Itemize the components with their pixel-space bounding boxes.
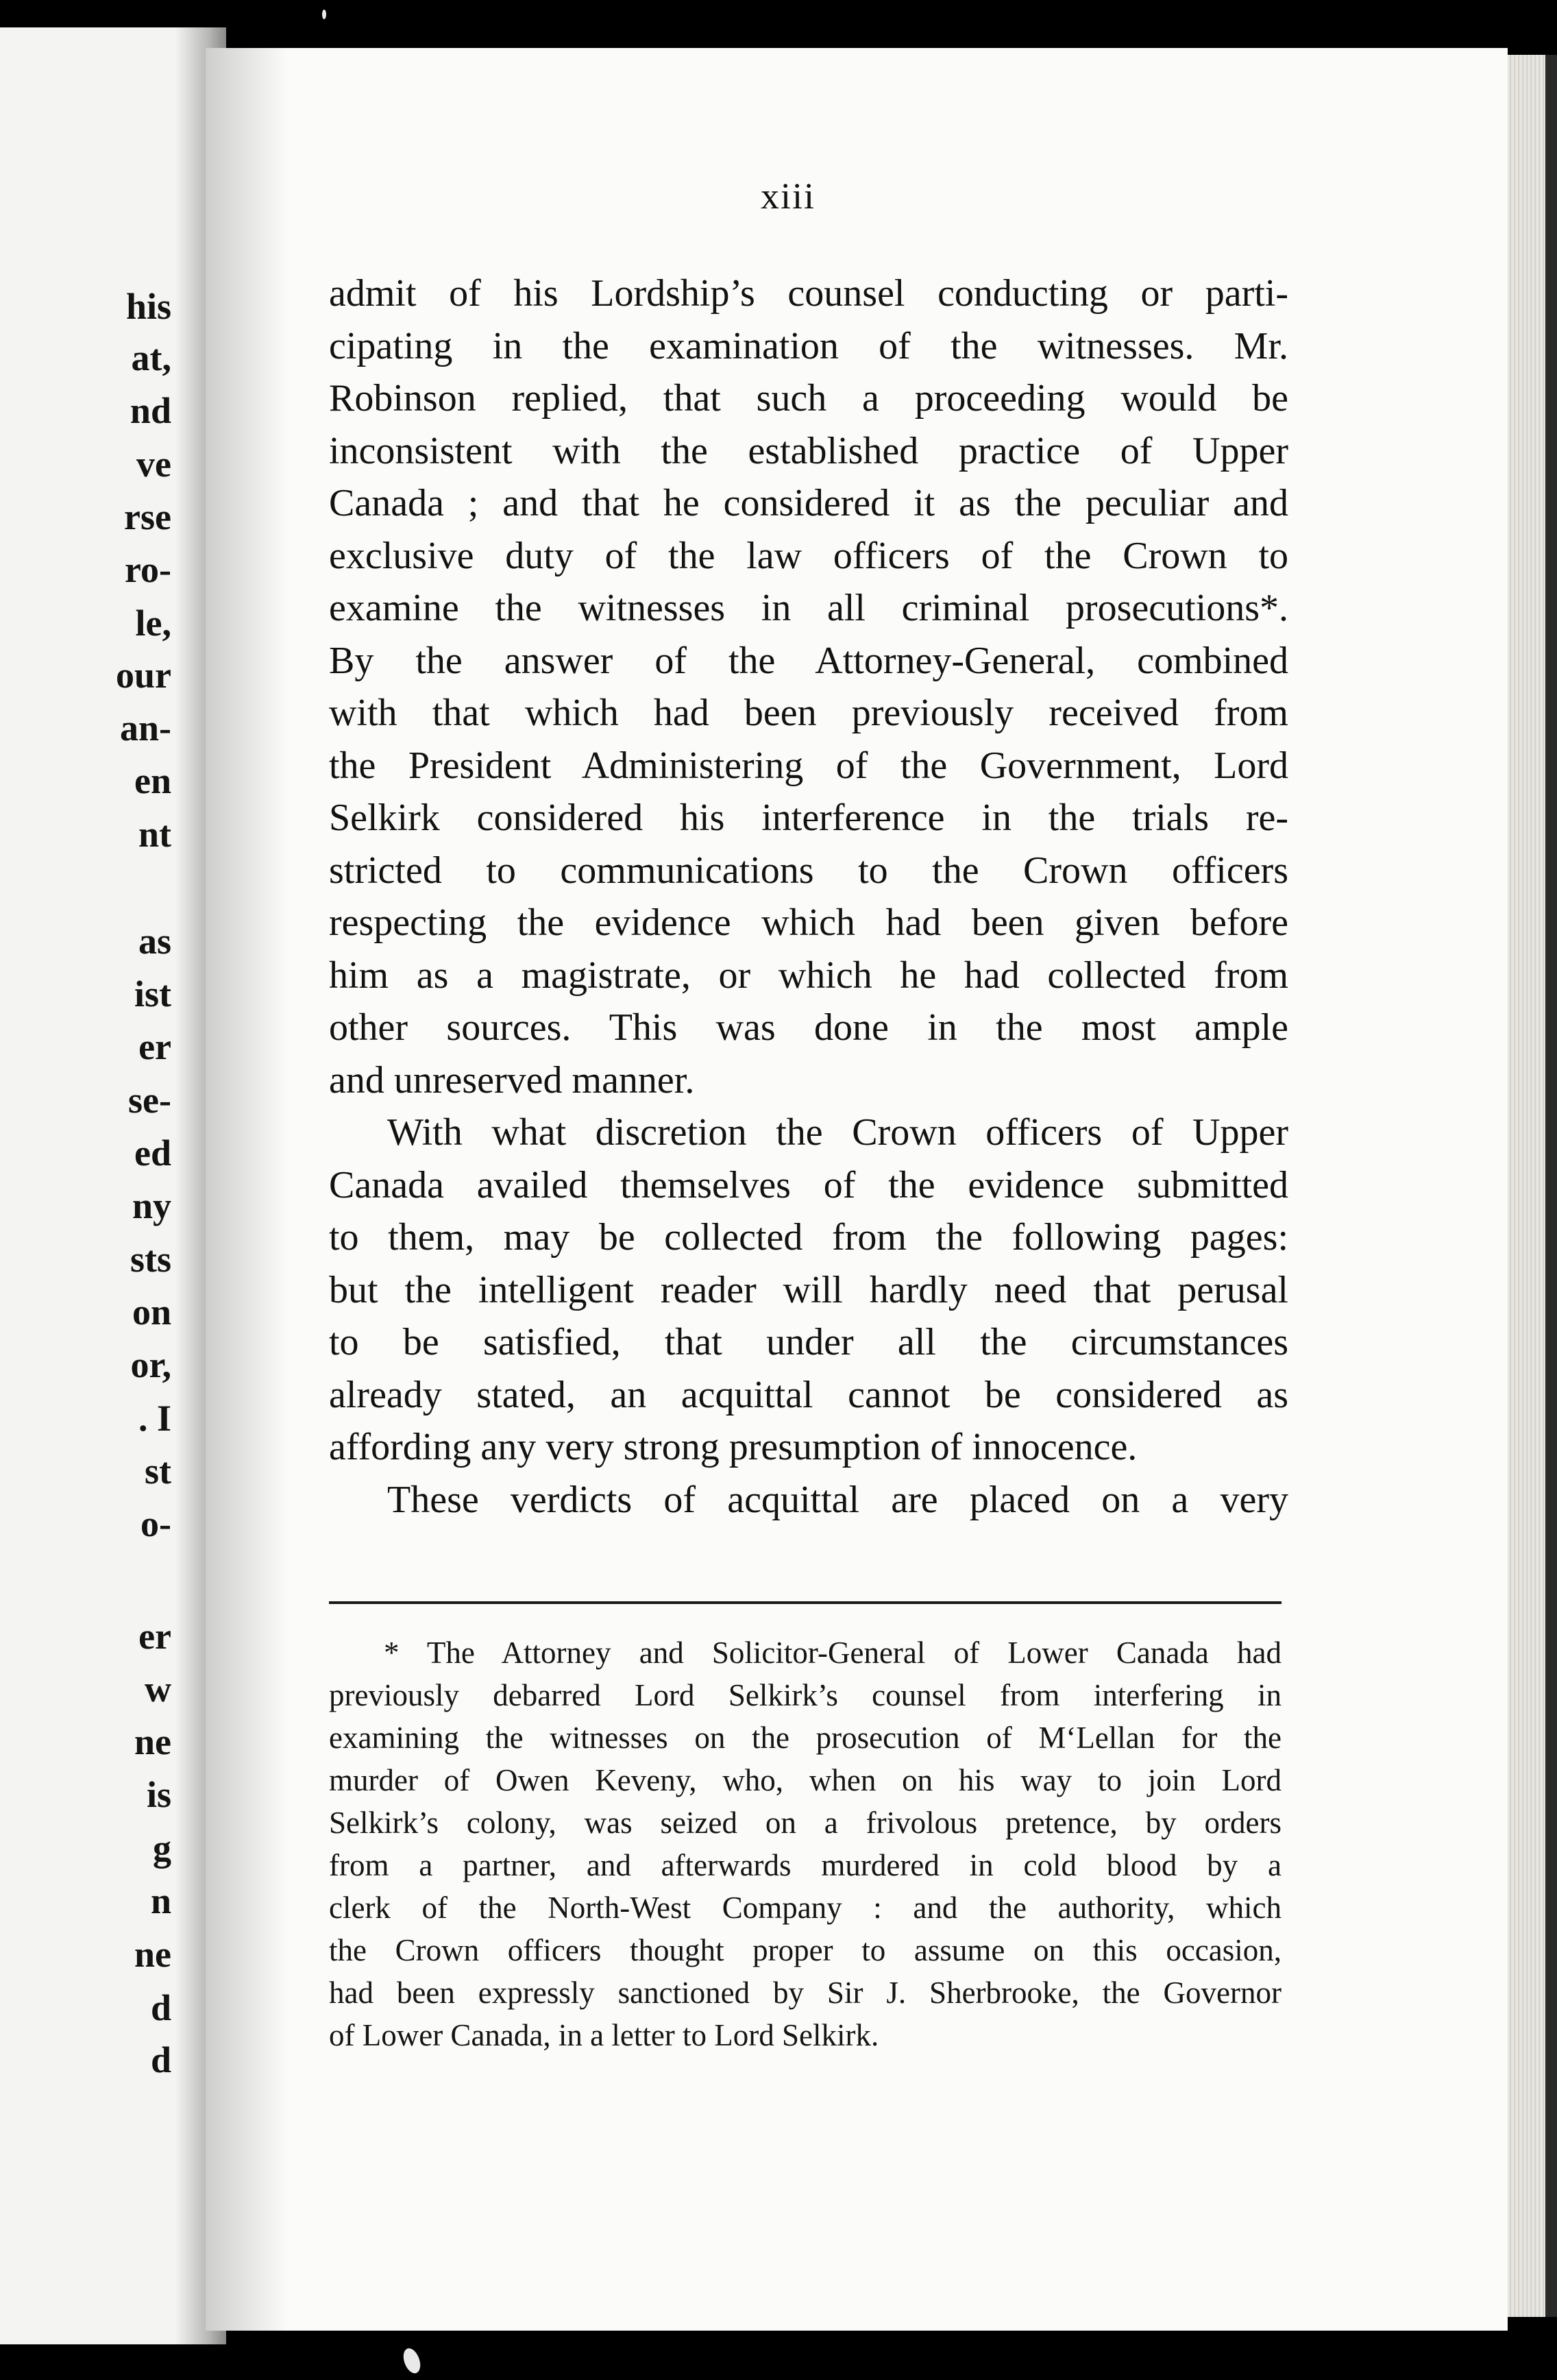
left-line-fragment: ro- [125, 549, 171, 590]
left-line-fragment: d [150, 2039, 171, 2080]
left-line-fragment: ne [134, 1934, 171, 1975]
body-line: Robinson replied, that such a proceeding would be [329, 377, 1288, 420]
body-line: respecting the evidence which had been given before [329, 901, 1288, 944]
left-line-fragment: le, [135, 603, 171, 644]
body-line: With what discretion the Crown officers of Upper [387, 1111, 1288, 1154]
binding-edge [1545, 55, 1557, 2317]
page-curve-shadow [206, 48, 288, 2331]
left-line-fragment: as [138, 921, 171, 962]
footnote-rule [329, 1601, 1282, 1604]
left-line-fragment: at, [131, 337, 171, 378]
footnote-line: from a partner, and afterwards murdered in cold blood by a [329, 1848, 1282, 1882]
body-line: the President Administering of the Government, Lord [329, 744, 1288, 787]
footnote [329, 1631, 1282, 2056]
body-line: and unreserved manner. [329, 1058, 695, 1102]
footnote-line: murder of Owen Keveny, who, when on his way to join Lord [329, 1763, 1282, 1797]
left-line-fragment: ist [134, 973, 171, 1015]
body-line: with that which had been previously received from [329, 692, 1288, 734]
body-line: stricted to communications to the Crown officers [329, 849, 1288, 892]
body-line: inconsistent with the established practice of Upper [329, 429, 1288, 472]
left-line-fragment: ny [132, 1185, 171, 1226]
left-line-fragment: . I [138, 1398, 171, 1439]
footnote-line: of Lower Canada, in a letter to Lord Selkirk. [329, 2018, 879, 2052]
scan-speck [322, 10, 326, 19]
left-line-fragment: w [145, 1668, 171, 1710]
left-line-fragment: st [145, 1450, 171, 1492]
left-line-fragment: o- [140, 1503, 171, 1544]
footnote-line: previously debarred Lord Selkirk’s counsel from interfering in [329, 1678, 1282, 1712]
left-line-fragment: sts [130, 1239, 171, 1280]
body-line: already stated, an acquittal cannot be considered as [329, 1373, 1288, 1416]
left-line-fragment: his [125, 286, 171, 327]
body-line: examine the witnesses in all criminal prosecutions*. [329, 587, 1288, 629]
left-line-fragment: er [138, 1616, 171, 1657]
left-line-fragment: d [150, 1987, 171, 2028]
body-text [329, 267, 1288, 1526]
footnote-line: Selkirk’s colony, was seized on a frivolous pretence, by orders [329, 1806, 1282, 1840]
footnote-line: * The Attorney and Solicitor-General of Lower Canada had [384, 1636, 1282, 1670]
footnote-line: examining the witnesses on the prosecution of M‘Lellan for the [329, 1721, 1282, 1755]
body-line: other sources. This was done in the most ample [329, 1006, 1288, 1049]
body-line: to be satisfied, that under all the circumstances [329, 1321, 1288, 1363]
left-line-fragment: ed [134, 1132, 171, 1174]
footnote-line: had been expressly sanctioned by Sir J. Sherbrooke, the Governor [329, 1976, 1282, 2010]
footnote-line: the Crown officers thought proper to assume on this occasion, [329, 1933, 1282, 1967]
left-line-fragment: ne [134, 1721, 171, 1762]
body-line: Canada availed themselves of the evidence submitted [329, 1163, 1288, 1206]
body-line: to them, may be collected from the following pages: [329, 1216, 1288, 1259]
body-line: By the answer of the Attorney-General, combined [329, 639, 1288, 682]
left-line-fragment: n [150, 1880, 171, 1921]
left-line-fragment: en [134, 760, 171, 801]
left-line-fragment: is [146, 1774, 171, 1815]
left-line-fragment: or, [130, 1344, 171, 1385]
left-line-fragment: on [132, 1291, 171, 1333]
left-line-fragment: an- [119, 707, 171, 749]
left-line-fragment: rse [124, 496, 171, 537]
body-line: These verdicts of acquittal are placed on a very [387, 1478, 1288, 1521]
left-line-fragment: er [138, 1026, 171, 1067]
body-line: but the intelligent reader will hardly need that perusal [329, 1268, 1288, 1311]
left-line-fragment: ve [136, 444, 171, 485]
page-number: xiii [760, 175, 816, 217]
left-line-fragment: g [153, 1827, 171, 1869]
body-line: Canada ; and that he considered it as the peculiar and [329, 482, 1288, 524]
body-line: cipating in the examination of the witnesses. Mr. [329, 324, 1288, 367]
left-line-fragment: nt [138, 814, 171, 855]
left-line-fragment: nd [130, 390, 171, 431]
body-line: him as a magistrate, or which he had collected from [329, 954, 1288, 997]
left-line-fragment: our [116, 655, 171, 696]
body-line: admit of his Lordship’s counsel conducting or parti- [329, 272, 1288, 315]
scan-speck [400, 2346, 424, 2375]
body-line: exclusive duty of the law officers of the Crown to [329, 534, 1288, 577]
body-line: affording any very strong presumption of innocence. [329, 1426, 1138, 1468]
left-line-fragment: se- [128, 1080, 171, 1121]
page-stack-edge [1508, 55, 1550, 2317]
footnote-line: clerk of the North-West Company : and the authority, which [329, 1891, 1282, 1925]
body-line: Selkirk considered his interference in the trials re- [329, 797, 1288, 839]
